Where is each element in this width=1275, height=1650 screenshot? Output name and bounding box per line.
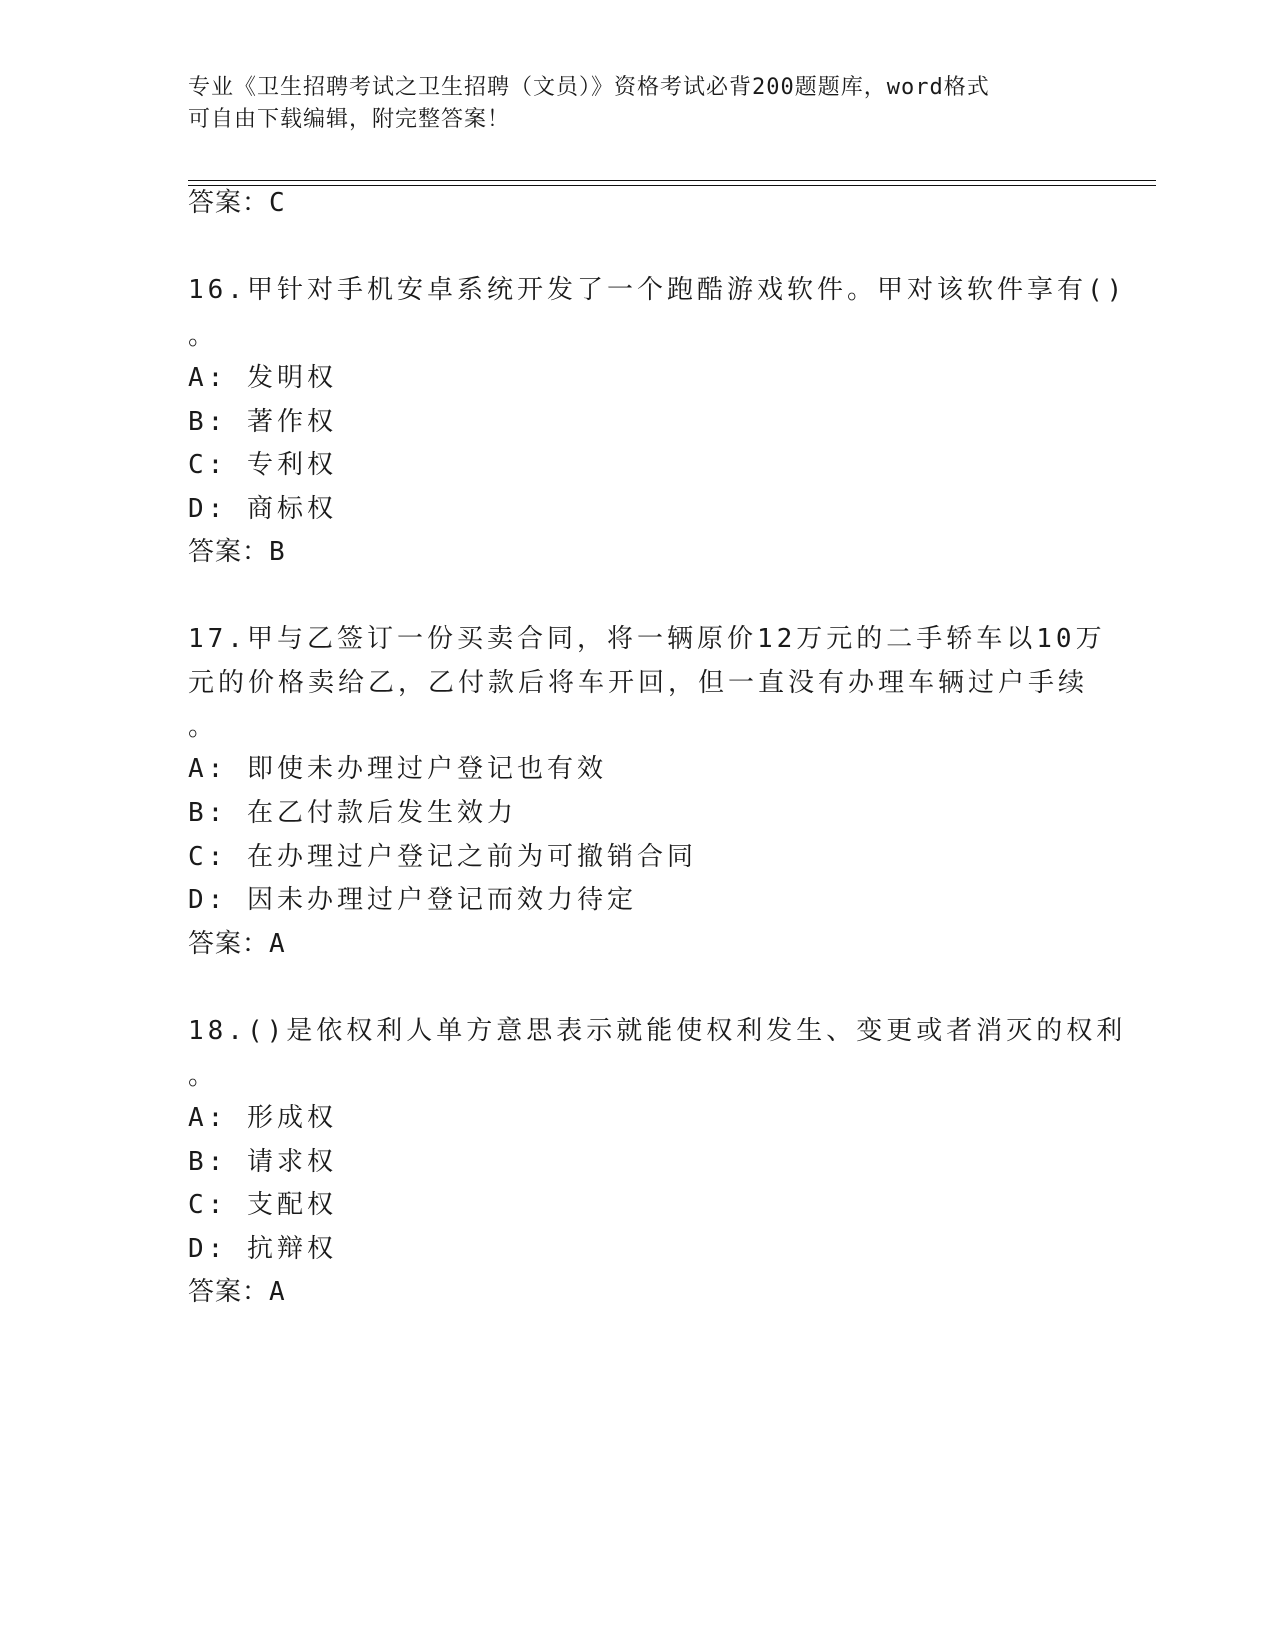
- answer-label: 答案：: [188, 929, 270, 959]
- document-header: [188, 72, 1068, 136]
- q16-option-c: C: 专利权: [188, 450, 337, 480]
- q17-stem-line-1: 17.甲与乙签订一份买卖合同，将一辆原价12万元的二手轿车以10万: [188, 624, 1106, 654]
- q17-option-b: B: 在乙付款后发生效力: [188, 798, 517, 828]
- q17-option-a: A: 即使未办理过户登记也有效: [188, 754, 607, 784]
- header-line-1: 专业《卫生招聘考试之卫生招聘（文员）》资格考试必背200题题库，word格式: [188, 75, 990, 100]
- q18-answer: [188, 1275, 286, 1309]
- answer-value: A: [269, 929, 286, 959]
- q18-stem-line-2: 。: [188, 1061, 219, 1091]
- q16-stem-line-2: 。: [188, 321, 219, 351]
- prev-answer: [188, 186, 286, 220]
- q18-stem-line-1: 18.()是依权利人单方意思表示就能使权利发生、变更或者消灭的权利: [188, 1016, 1127, 1046]
- answer-label: 答案：: [188, 537, 270, 567]
- q18-option-b: B: 请求权: [188, 1147, 337, 1177]
- q17-option-c: C: 在办理过户登记之前为可撤销合同: [188, 842, 697, 872]
- answer-label: 答案：: [188, 1277, 270, 1307]
- q16-option-b: B: 著作权: [188, 407, 337, 437]
- q17-answer: [188, 927, 286, 961]
- answer-value: C: [269, 188, 286, 218]
- q18-option-d: D: 抗辩权: [188, 1234, 337, 1264]
- q16-answer: [188, 535, 286, 569]
- q17-option-d: D: 因未办理过户登记而效力待定: [188, 885, 637, 915]
- answer-value: B: [269, 537, 286, 567]
- answer-label: 答案：: [188, 188, 270, 218]
- q16-option-d: D: 商标权: [188, 494, 337, 524]
- header-divider-bottom: [188, 185, 1156, 186]
- header-divider-top: [188, 180, 1156, 181]
- q18-option-c: C: 支配权: [188, 1190, 337, 1220]
- q16-stem-line-1: 16.甲针对手机安卓系统开发了一个跑酷游戏软件。甲对该软件享有(): [188, 275, 1127, 305]
- answer-value: A: [269, 1277, 286, 1307]
- q17-stem-line-3: 。: [188, 712, 219, 742]
- q18-option-a: A: 形成权: [188, 1103, 337, 1133]
- header-line-2: 可自由下载编辑，附完整答案！: [188, 107, 511, 132]
- q16-option-a: A: 发明权: [188, 363, 337, 393]
- q17-stem-line-2: 元的价格卖给乙，乙付款后将车开回，但一直没有办理车辆过户手续: [188, 668, 1089, 698]
